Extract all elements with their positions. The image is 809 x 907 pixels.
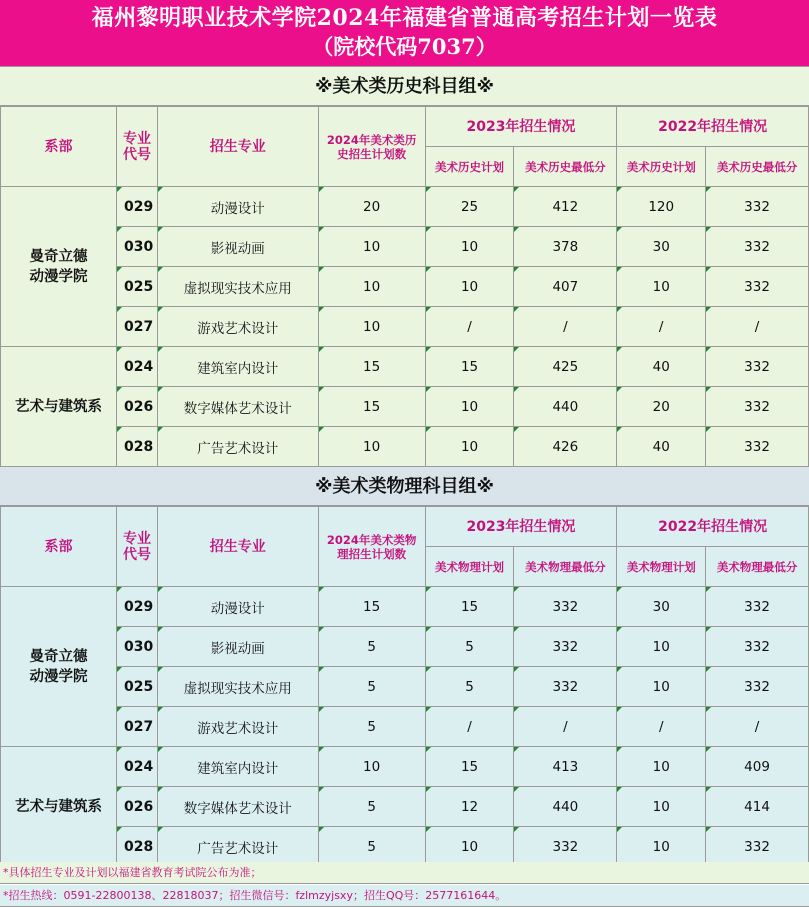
major-code: 029 [116, 587, 157, 627]
table-row [1, 187, 809, 227]
table-row [1, 587, 809, 627]
plan-2022: 10 [617, 747, 706, 787]
title-line-1: 福州黎明职业技术学院2024年福建省普通高考招生计划一览表 [91, 5, 718, 31]
header-2023-min-score: 美术历史最低分 [514, 147, 617, 187]
table-row [1, 267, 809, 307]
header-dept: 系部 [1, 507, 117, 587]
plan-2022: 10 [617, 787, 706, 827]
plan-2024: 5 [318, 627, 425, 667]
plan-2022: 10 [617, 827, 706, 867]
header-2023: 2023年招生情况 [425, 507, 617, 547]
header-code-text: 专业代号 [122, 130, 151, 163]
plan-2024: 10 [318, 267, 425, 307]
plan-2024: 10 [318, 307, 425, 347]
min-score-2023: 407 [514, 267, 617, 307]
min-score-2022: 332 [706, 227, 809, 267]
physics-group-title: ※美术类物理科目组※ [0, 466, 809, 506]
min-score-2023: 378 [514, 227, 617, 267]
plan-2023: 10 [425, 267, 514, 307]
plan-2023: / [425, 307, 514, 347]
header-plan-2024-text: 2024年美术类历史招生计划数 [326, 132, 417, 161]
plan-2023: 15 [425, 587, 514, 627]
min-score-2022: 409 [706, 747, 809, 787]
plan-2023: 10 [425, 427, 514, 467]
min-score-2022: / [706, 707, 809, 747]
dept-name: 曼奇立德动漫学院 [29, 248, 88, 285]
major-code: 027 [116, 707, 157, 747]
table-row [1, 707, 809, 747]
header-plan-2024 [318, 507, 425, 587]
major-name: 数字媒体艺术设计 [157, 387, 318, 427]
major-name: 虚拟现实技术应用 [157, 267, 318, 307]
header-2023: 2023年招生情况 [425, 107, 617, 147]
header-2022-plan: 美术历史计划 [617, 147, 706, 187]
min-score-2023: 412 [514, 187, 617, 227]
major-code: 028 [116, 427, 157, 467]
header-2022: 2022年招生情况 [617, 507, 809, 547]
major-name: 游戏艺术设计 [157, 307, 318, 347]
major-name: 动漫设计 [157, 587, 318, 627]
plan-2022: 30 [617, 587, 706, 627]
plan-2023: 5 [425, 627, 514, 667]
min-score-2022: 332 [706, 827, 809, 867]
page-title [0, 0, 809, 66]
major-name: 广告艺术设计 [157, 427, 318, 467]
major-code: 030 [116, 627, 157, 667]
min-score-2022: 332 [706, 587, 809, 627]
physics-table [0, 506, 809, 867]
major-name: 建筑室内设计 [157, 347, 318, 387]
min-score-2023: 426 [514, 427, 617, 467]
header-2022: 2022年招生情况 [617, 107, 809, 147]
major-name: 广告艺术设计 [157, 827, 318, 867]
plan-2022: 10 [617, 627, 706, 667]
footnote-source: *具体招生专业及计划以福建省教育考试院公布为准； [0, 862, 809, 884]
table-row [1, 627, 809, 667]
major-code: 026 [116, 787, 157, 827]
major-name: 建筑室内设计 [157, 747, 318, 787]
plan-2023: 12 [425, 787, 514, 827]
history-table [0, 106, 809, 467]
plan-2023: 5 [425, 667, 514, 707]
min-score-2022: 332 [706, 267, 809, 307]
table-row [1, 667, 809, 707]
min-score-2023: 332 [514, 827, 617, 867]
plan-2023: / [425, 707, 514, 747]
min-score-2023: 440 [514, 787, 617, 827]
plan-2022: 120 [617, 187, 706, 227]
plan-2024: 20 [318, 187, 425, 227]
min-score-2023: 425 [514, 347, 617, 387]
dept-cell [1, 747, 117, 867]
min-score-2022: 332 [706, 387, 809, 427]
table-row [1, 227, 809, 267]
min-score-2022: 414 [706, 787, 809, 827]
plan-2024: 5 [318, 827, 425, 867]
plan-2023: 15 [425, 347, 514, 387]
plan-2022: 40 [617, 347, 706, 387]
header-2023-plan: 美术历史计划 [425, 147, 514, 187]
major-code: 027 [116, 307, 157, 347]
header-code [116, 507, 157, 587]
major-name: 虚拟现实技术应用 [157, 667, 318, 707]
header-2023-plan: 美术物理计划 [425, 547, 514, 587]
table-row [1, 827, 809, 867]
min-score-2023: 332 [514, 587, 617, 627]
plan-2022: 10 [617, 667, 706, 707]
plan-2023: 10 [425, 227, 514, 267]
min-score-2022: / [706, 307, 809, 347]
min-score-2022: 332 [706, 667, 809, 707]
major-name: 动漫设计 [157, 187, 318, 227]
plan-2024: 15 [318, 587, 425, 627]
major-name: 数字媒体艺术设计 [157, 787, 318, 827]
dept-name: 艺术与建筑系 [14, 398, 102, 415]
major-code: 030 [116, 227, 157, 267]
plan-2024: 5 [318, 707, 425, 747]
table-row [1, 387, 809, 427]
min-score-2022: 332 [706, 627, 809, 667]
plan-2022: / [617, 307, 706, 347]
plan-2024: 10 [318, 227, 425, 267]
min-score-2023: 332 [514, 667, 617, 707]
table-row [1, 347, 809, 387]
history-group-title: ※美术类历史科目组※ [0, 66, 809, 106]
header-2022-min-score: 美术物理最低分 [706, 547, 809, 587]
major-code: 025 [116, 667, 157, 707]
dept-cell [1, 587, 117, 747]
title-line-2: （院校代码7037） [312, 34, 497, 59]
plan-2023: 15 [425, 747, 514, 787]
header-2022-plan: 美术物理计划 [617, 547, 706, 587]
min-score-2023: 413 [514, 747, 617, 787]
plan-2022: 40 [617, 427, 706, 467]
header-plan-2024 [318, 107, 425, 187]
major-code: 024 [116, 347, 157, 387]
header-plan-2024-text: 2024年美术类物理招生计划数 [326, 532, 417, 561]
plan-2022: 20 [617, 387, 706, 427]
table-row [1, 747, 809, 787]
dept-cell [1, 347, 117, 467]
plan-2023: 10 [425, 387, 514, 427]
plan-2022: 10 [617, 267, 706, 307]
header-code-text: 专业代号 [122, 530, 151, 563]
plan-2024: 15 [318, 387, 425, 427]
major-code: 026 [116, 387, 157, 427]
header-major: 招生专业 [157, 507, 318, 587]
dept-cell [1, 187, 117, 347]
plan-2023: 25 [425, 187, 514, 227]
plan-2024: 10 [318, 427, 425, 467]
major-name: 影视动画 [157, 627, 318, 667]
plan-2024: 5 [318, 667, 425, 707]
min-score-2023: 332 [514, 627, 617, 667]
min-score-2022: 332 [706, 427, 809, 467]
min-score-2023: 440 [514, 387, 617, 427]
min-score-2023: / [514, 307, 617, 347]
major-code: 028 [116, 827, 157, 867]
header-dept: 系部 [1, 107, 117, 187]
table-row [1, 307, 809, 347]
major-name: 游戏艺术设计 [157, 707, 318, 747]
header-code [116, 107, 157, 187]
plan-2024: 5 [318, 787, 425, 827]
min-score-2023: / [514, 707, 617, 747]
min-score-2022: 332 [706, 187, 809, 227]
major-code: 029 [116, 187, 157, 227]
major-code: 024 [116, 747, 157, 787]
dept-name: 曼奇立德动漫学院 [29, 648, 88, 685]
major-name: 影视动画 [157, 227, 318, 267]
table-row [1, 787, 809, 827]
header-major: 招生专业 [157, 107, 318, 187]
min-score-2022: 332 [706, 347, 809, 387]
plan-2023: 10 [425, 827, 514, 867]
dept-name: 艺术与建筑系 [14, 798, 102, 815]
plan-2022: 30 [617, 227, 706, 267]
footnote-contact: *招生热线：0591-22800138、22818037；招生微信号：fzlmzyjsxy；招生QQ号：2577161644。 [0, 885, 809, 907]
major-code: 025 [116, 267, 157, 307]
header-2022-min-score: 美术历史最低分 [706, 147, 809, 187]
plan-2022: / [617, 707, 706, 747]
plan-2024: 15 [318, 347, 425, 387]
plan-2024: 10 [318, 747, 425, 787]
header-2023-min-score: 美术物理最低分 [514, 547, 617, 587]
table-row [1, 427, 809, 467]
